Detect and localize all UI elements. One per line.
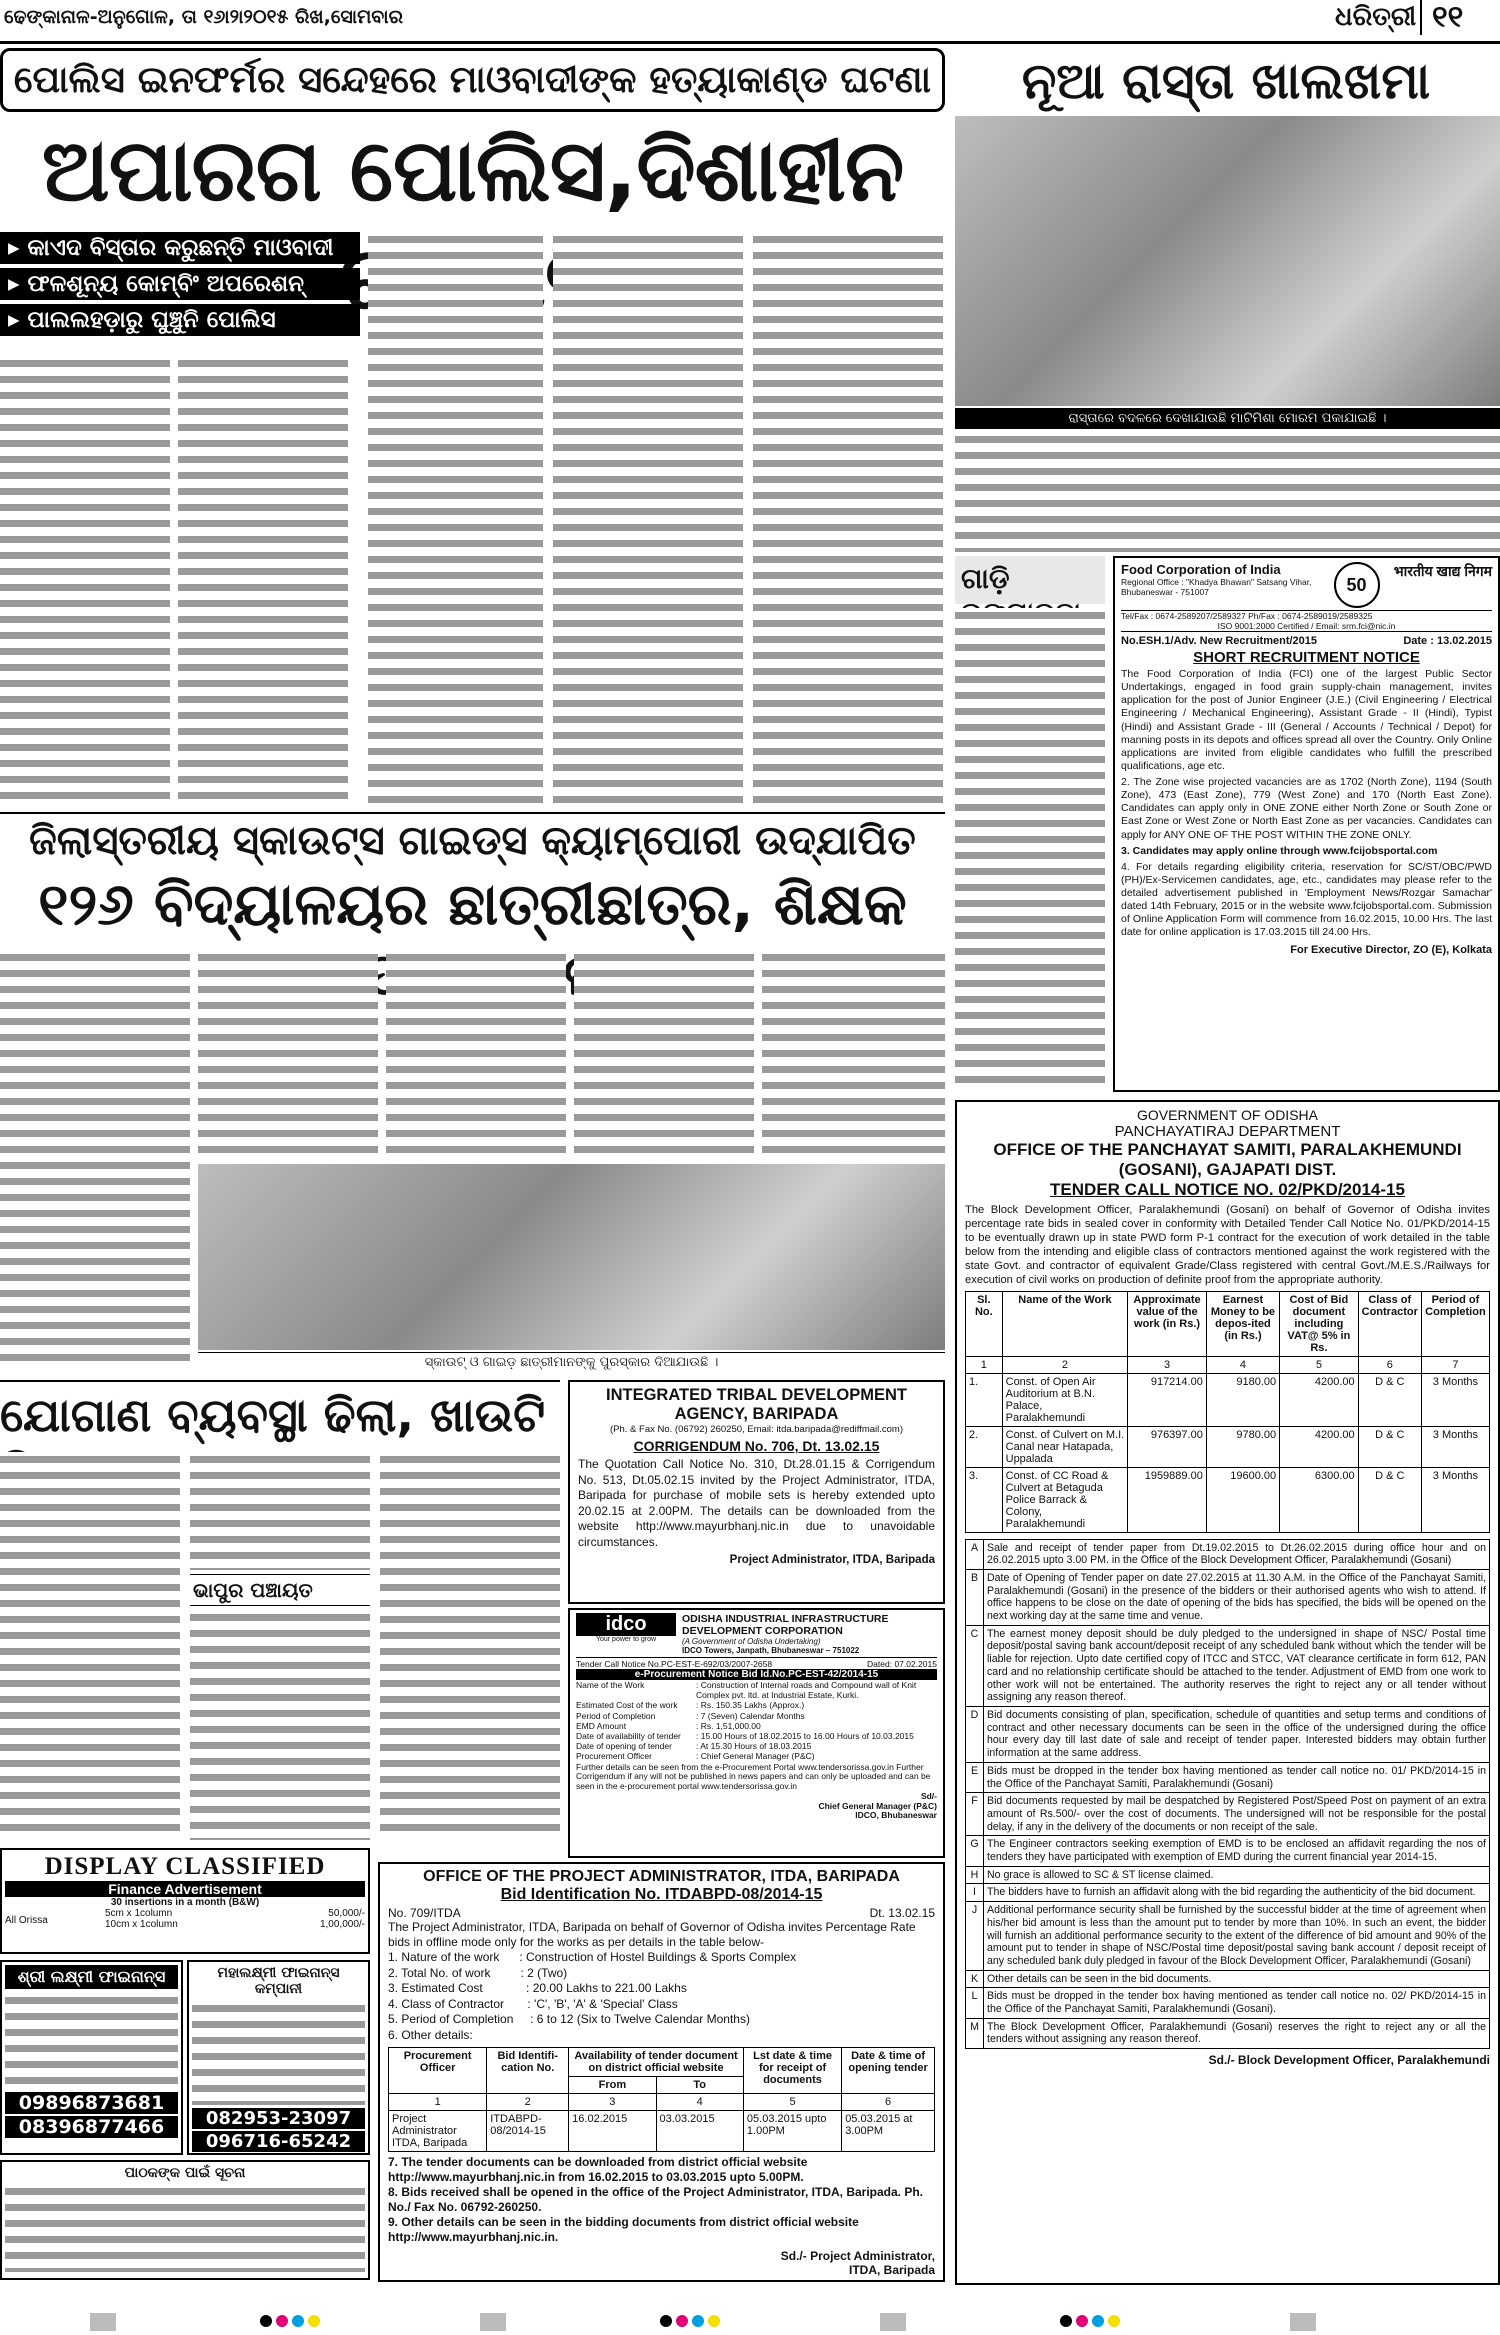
terms-row <box>966 1793 1490 1836</box>
table-cell: 3 Months <box>1421 1373 1489 1426</box>
story3-body <box>955 608 1105 1088</box>
table-cell: 4200.00 <box>1280 1426 1359 1467</box>
classified-ad-1 <box>0 1960 183 2155</box>
cmyk-dot-6 <box>676 2315 688 2327</box>
bullet-1: ▸ କାଏଦ ବିସ୍ତାର କରୁଛନ୍ତି ମାଓବାଦୀ <box>0 232 360 264</box>
table-row <box>966 1426 1490 1467</box>
idco-row <box>576 1721 937 1731</box>
table-cell: 1. <box>966 1373 1003 1426</box>
pa-row-1: ITDABPD-08/2014-15 <box>487 2110 569 2151</box>
idco-row <box>576 1680 937 1700</box>
terms-row <box>966 1902 1490 1971</box>
story4-kicker: ଜିଲାସ୍ତରୀୟ ସ୍କାଉଟ୍ସ ଗାଇଡ୍ସ କ୍ୟାମ୍ପୋରୀ ଉଦ୍ଯାପିତ <box>0 812 945 864</box>
idco-row <box>576 1711 937 1721</box>
gov-l5: TENDER CALL NOTICE NO. 02/PKD/2014-15 <box>1050 1179 1405 1199</box>
pa-bid: Bid Identification No. ITDABPD-08/2014-15 <box>500 1886 823 1903</box>
fci-title: SHORT RECRUITMENT NOTICE <box>1193 649 1420 666</box>
story2-caption: ରାସ୍ତାରେ ବଦଳରେ ଦେଖାଯାଉଛି ମାଟିମିଶା ମୋରମ ପକାଯାଇଛି । <box>955 408 1500 429</box>
reg-mark-1 <box>90 2313 116 2331</box>
fci-p1: The Food Corporation of India (FCI) one of the largest Public Sector Undertakings, engaged in food grain supply-chain management, invites application for the post of Junior Engineer (J.E.) (Civil Engineering / Electrical Engineering / Mechanical Engineering), Assistant Grade - II (Hindi), Typist (Hindi) and Assistant Grade - III (General / Accounts / Technical / Depot) for manning posts in its depots and offices spread all over the Country. Only Online applications are invited from eligible candidates who fulfill the prescribed qualifications, age etc. <box>1121 668 1492 772</box>
idco-row-key: EMD Amount <box>576 1720 627 1731</box>
terms-text: No grace is allowed to SC & ST license claimed. <box>984 1866 1490 1884</box>
idco-sign3: IDCO, Bhubaneswar <box>855 1810 937 1821</box>
pa-item: 6. Other details: <box>388 2027 473 2042</box>
pa-no: No. 709/ITDA <box>388 1906 461 1920</box>
fci-notice <box>1113 556 1500 1092</box>
ad1-phone2: 08396877466 <box>5 2116 178 2138</box>
gov-tn-2: 3 <box>1128 1356 1207 1373</box>
table-row <box>966 1467 1490 1532</box>
pa-items <box>388 1950 935 2044</box>
pa-item: 3. Estimated Cost : 20.00 Lakhs to 221.00 Lakhs <box>388 1981 687 1996</box>
pa-tn-1: 2 <box>487 2093 569 2110</box>
idco-row <box>576 1751 937 1761</box>
cmyk-dot-5 <box>660 2315 672 2327</box>
story1-kicker-text: ପୋଲିସ ଇନଫର୍ମର ସନ୍ଦେହରେ ମାଓବାଦୀଙ୍କ ହତ୍ୟାକାଣ୍ଡ ଘଟଣା <box>13 58 932 101</box>
classified-area: All Orissa <box>5 1915 48 1926</box>
gov-tn-1: 2 <box>1002 1356 1128 1373</box>
story1-body-col2 <box>178 356 348 806</box>
idco-row-value: : 15.00 Hours of 18.02.2015 to 16.00 Hours of 10.03.2015 <box>696 1730 914 1741</box>
terms-row <box>966 2018 1490 2048</box>
cmyk-dot-3 <box>292 2315 304 2327</box>
terms-row <box>966 1884 1490 1902</box>
idco-row-value: : Construction of Internal roads and Compound wall of Knit Complex pvt. ltd. at Industrial Estate, Kurki. <box>696 1680 917 1701</box>
gov-th-4: Cost of Bid document including VAT@ 5% in Rs. <box>1280 1291 1359 1356</box>
gov-th-2: Approximate value of the work (in Rs.) <box>1128 1291 1207 1356</box>
table-cell: 976397.00 <box>1128 1426 1207 1467</box>
table-cell: D & C <box>1358 1467 1421 1532</box>
terms-text: The Engineer contractors seeking exemption of EMD is to be enclosed an affidavit regarding the nos of tenders they have participated with exemption of EMD during the current financial year 2014-15. <box>984 1836 1490 1866</box>
story1-body-col5 <box>753 232 943 806</box>
idco-notice-no: Tender Call Notice No.PC-EST-E-692/03/2007-2658 <box>576 1659 773 1669</box>
classified-rate2v: 1,00,000/- <box>319 1919 365 1930</box>
terms-text: The bidders have to furnish an affidavit along with the bid regarding the authenticity of the bid document. <box>984 1884 1490 1902</box>
table-cell: Const. of CC Road & Culvert at Betaguda Police Barrack & Colony, Paralakhemundi <box>1002 1467 1128 1532</box>
story2-body <box>955 432 1500 552</box>
pa-note8: 8. Bids received shall be opened in the office of the Project Administrator, ITDA, Baripada. Ph. No./ Fax No. 06792-260250. <box>388 2184 924 2214</box>
story4-body-col3 <box>386 950 566 1160</box>
pa-dt: Dt. 13.02.15 <box>869 1906 935 1920</box>
classified-rate2: 10cm x 1column <box>105 1919 178 1930</box>
pa-row-0: Project Administrator ITDA, Baripada <box>389 2110 487 2151</box>
idco-gov: (A Government of Odisha Undertaking) <box>682 1637 821 1646</box>
gov-th-3: Earnest Money to be depos-ited (in Rs.) <box>1206 1291 1279 1356</box>
idco-name2: DEVELOPMENT CORPORATION <box>682 1625 843 1637</box>
idco-notice <box>568 1608 945 1858</box>
gov-tn-6: 7 <box>1421 1356 1489 1373</box>
terms-text: Bid documents consisting of plan, specification, schedule of quantities and setup terms and conditions of contract and other necessary documents can be seen in the office of the undersigned during the office hour every day till last date of sale and receipt of tender paper. Interested bidders may obtain further information at the same address. <box>984 1706 1490 1762</box>
pa-tn-2: 3 <box>569 2093 656 2110</box>
story4-body-col4 <box>574 950 754 1160</box>
idco-tag: Your power to grow <box>595 1636 657 1643</box>
idco-row <box>576 1731 937 1741</box>
cmyk-dot-12 <box>1108 2315 1120 2327</box>
pa-th-1: Bid Identifi-cation No. <box>487 2047 569 2093</box>
fci-date: Date : 13.02.2015 <box>1403 635 1492 647</box>
fci-ref: No.ESH.1/Adv. New Recruitment/2015 <box>1121 635 1318 647</box>
story4-caption: ସ୍କାଉଟ୍ ଓ ଗାଇଡ଼ ଛାତ୍ରୀମାନଙ୍କୁ ପୁରସ୍କାର ଦିଆଯାଉଛି । <box>198 1352 945 1370</box>
idco-bid-id: e-Procurement Notice Bid Id.No.PC-EST-42/2014-15 <box>576 1669 937 1680</box>
classified-rate1v: 50,000/- <box>328 1908 365 1919</box>
story3-headline: ଗାଡ଼ି <box>955 556 1105 604</box>
story1-bullets <box>0 232 360 350</box>
table-cell: 19600.00 <box>1206 1467 1279 1532</box>
fci-office: Regional Office : "Khadya Bhawan" Satsang Vihar, Bhubaneswar - 751007 <box>1121 577 1312 597</box>
story5-body-col1 <box>0 1452 180 1840</box>
story5-body-col2 <box>190 1452 370 1570</box>
pa-tn-4: 5 <box>743 2093 841 2110</box>
story1-headline: ଅପାରଗ ପୋଲିସ,ଦିଶାହୀନ <box>41 121 904 221</box>
terms-text: Bids must be dropped in the tender box having mentioned as tender call notice no. 01/ PKD/2014-15 in the Office of the Panchayat Samiti, Paralakhemundi (Gosani) <box>984 1762 1490 1792</box>
fci-sign: For Executive Director, ZO (E), Kolkata <box>1290 943 1492 956</box>
pa-sign2: ITDA, Baripada <box>848 2262 935 2277</box>
table-cell: Const. of Culvert on M.I. Canal near Hatapada, Uppalada <box>1002 1426 1128 1467</box>
table-cell: D & C <box>1358 1373 1421 1426</box>
terms-letter: K <box>966 1970 984 1988</box>
classified-rates <box>0 1848 370 1954</box>
terms-letter: F <box>966 1793 984 1836</box>
masthead: ଧରିତ୍ରୀ <box>1335 2 1417 32</box>
fci-p3: 3. Candidates may apply online through www.fcijobsportal.com <box>1121 844 1438 857</box>
scouts-photo <box>198 1164 945 1350</box>
idco-sign2: Chief General Manager (P&C) <box>818 1800 937 1811</box>
classified-rate-head: 30 insertions in a month (B&W) <box>110 1897 260 1908</box>
idco-row-value: : Chief General Manager (P&C) <box>696 1751 815 1762</box>
pa-itda-tender <box>378 1862 945 2282</box>
terms-row <box>966 1988 1490 2018</box>
terms-text: The earnest money deposit should be duly pledged to the undersigned in shape of NSC/ Postal time deposit/postal saving bank account/deposit receipt of any scheduled bank without which the tender will be liable for rejection. Upto date certified copy of ITCC and STCC, VAT clearance certificate in form 612, PAN card and no relationship certificate should be attached to the tender. Adjustment of EMD from one work to other work will not be entertained. The authority reserves the right to reject any or all tender without assigning any reason thereof. <box>984 1625 1490 1706</box>
story5-headline: ଯୋଗାଣ ବ୍ୟବସ୍ଥା ଢିଲା, ଖାଉଟି <box>0 1380 560 1500</box>
terms-row <box>966 1569 1490 1625</box>
cmyk-dot-8 <box>708 2315 720 2327</box>
pa-th-0: Procurement Officer <box>389 2047 487 2093</box>
itda-title: INTEGRATED TRIBAL DEVELOPMENT AGENCY, BARIPADA <box>606 1386 907 1423</box>
pa-note9: 9. Other details can be seen in the bidding documents from district official website http://www.mayurbhanj.nic.in. <box>388 2214 859 2244</box>
story4-body-col1 <box>0 950 190 1370</box>
table-cell: 917214.00 <box>1128 1373 1207 1426</box>
gov-th-0: Sl. No. <box>966 1291 1003 1356</box>
pa-tn-0: 1 <box>389 2093 487 2110</box>
terms-letter: L <box>966 1988 984 2018</box>
reader-notice <box>0 2160 370 2280</box>
idco-name1: ODISHA INDUSTRIAL INFRASTRUCTURE <box>682 1613 889 1625</box>
table-cell: 3 Months <box>1421 1467 1489 1532</box>
pa-row-4: 05.03.2015 upto 1.00PM <box>743 2110 841 2151</box>
idco-row-key: Date of availability of tender <box>576 1730 681 1741</box>
ad1-body <box>5 1993 178 2089</box>
classified-sub: Finance Advertisement <box>5 1881 365 1897</box>
cmyk-dot-11 <box>1092 2315 1104 2327</box>
terms-row <box>966 1970 1490 1988</box>
table-cell: 9780.00 <box>1206 1426 1279 1467</box>
header-rule <box>0 41 1500 44</box>
idco-row <box>576 1741 937 1751</box>
story4-body-col5 <box>762 950 945 1160</box>
reader-notice-body <box>5 2184 365 2272</box>
terms-row <box>966 1706 1490 1762</box>
page-number: ୧୧ <box>1420 0 1463 35</box>
story5-sub: ଭାପୁର ପଞ୍ଚାୟତ <box>190 1574 370 1606</box>
terms-letter: J <box>966 1902 984 1971</box>
terms-letter: E <box>966 1762 984 1792</box>
gov-tn-4: 5 <box>1280 1356 1359 1373</box>
pa-item: 2. Total No. of work : 2 (Two) <box>388 1965 568 1980</box>
pa-th-4: To <box>656 2076 743 2093</box>
pa-item: 4. Class of Contractor : 'C', 'B', 'A' & 'Special' Class <box>388 1996 678 2011</box>
gov-l3: OFFICE OF THE PANCHAYAT SAMITI, PARALAKHEMUNDI <box>993 1140 1462 1159</box>
cmyk-dot-2 <box>276 2315 288 2327</box>
story1-body-col4 <box>553 232 743 806</box>
idco-row-value: : 7 (Seven) Calendar Months <box>696 1710 805 1721</box>
table-cell: Const. of Open Air Auditorium at B.N. Palace, Paralakhemundi <box>1002 1373 1128 1426</box>
gov-th-6: Period of Completion <box>1421 1291 1489 1356</box>
fci-p2: 2. The Zone wise projected vacancies are as 1702 (North Zone), 1194 (South Zone), 473 (East Zone), 779 (West Zone) and 170 (North East Zone). Candidates can apply only in ONE ZONE either North Zone or South Zone or East Zone or West Zone or North East Zone as per vacancies. Candidates can apply for ANY ONE OF THE POST WITHIN THE ZONE ONLY. <box>1121 776 1492 841</box>
terms-letter: H <box>966 1866 984 1884</box>
idco-row-key: Procurement Officer <box>576 1751 652 1762</box>
reg-mark-3 <box>880 2313 906 2331</box>
gov-l2: PANCHAYATIRAJ DEPARTMENT <box>1114 1123 1341 1140</box>
terms-text: Date of Opening of Tender paper on date 27.02.2015 at 11.30 A.M. in the Office of the Panchayat Samiti, Paralakhemundi (Gosani) in the presence of the bidders or their authorised agents who wish to attend. If office happens to be close on the date of opening of the bids has specified, the bids will be opened on the next working day at the same time and venue. <box>984 1569 1490 1625</box>
terms-text: Other details can be seen in the bid documents. <box>984 1970 1490 1988</box>
gov-l1: GOVERNMENT OF ODISHA <box>1137 1107 1318 1123</box>
gov-terms-table <box>965 1539 1490 2050</box>
gov-intro: The Block Development Officer, Paralakhemundi (Gosani) on behalf of Governor of Odisha invites percentage rate bids in sealed cover in conformity with Detailed Tender Call Notice No. 01/PKD/2014-15 to be eventually drawn up in state PWD form P-1 contract for the execution of work detailed in the table below from the intending and eligible class of contractors mentioned against the work registered with the state Govt. and contractor of equivalent Grade/Class registered with central Govt./M.E.S./Railways for execution of civil works on production of definite proof from the appropriate authority. <box>965 1203 1490 1286</box>
terms-letter: I <box>966 1884 984 1902</box>
pa-row-2: 16.02.2015 <box>569 2110 656 2151</box>
pa-th-6: Date & time of opening tender <box>842 2047 935 2093</box>
ad2-title: ମହାଲକ୍ଷ୍ମୀ ଫାଇନାନ୍ସ କମ୍ପାନୀ <box>217 1965 340 1997</box>
itda-corrigendum <box>568 1380 945 1604</box>
pa-tn-3: 4 <box>656 2093 743 2110</box>
idco-logo-text: idco <box>576 1613 676 1636</box>
cmyk-dot-4 <box>308 2315 320 2327</box>
gov-tn-3: 4 <box>1206 1356 1279 1373</box>
terms-row <box>966 1836 1490 1866</box>
fci-hindi: भारतीय खाद्य निगम <box>1393 563 1492 579</box>
bullet-2: ▸ ଫଳଶୂନ୍ୟ କୋମ୍ବିଂ ଅପରେଶନ୍ <box>0 268 360 300</box>
gov-tn-0: 1 <box>966 1356 1003 1373</box>
reader-notice-title: ପାଠକଙ୍କ ପାଇଁ ସୂଚନା <box>124 2165 246 2181</box>
fci-iso: ISO 9001:2000 Certified / Email: srm.fci@nic.in <box>1121 621 1492 632</box>
gov-works-table <box>965 1291 1490 1533</box>
pa-note7: 7. The tender documents can be downloaded from district official website http://www.mayurbhanj.nic.in from 16.02.2015 to 03.03.2015 upto 5.00PM. <box>388 2154 808 2184</box>
pa-intro: The Project Administrator, ITDA, Baripada on behalf of Governor of Odisha invites Percentage Rate bids in offline mode only for the works as per details in the table below- <box>388 1920 916 1949</box>
story1-kicker <box>0 48 945 112</box>
idco-logo <box>576 1613 676 1655</box>
cmyk-dot-9 <box>1060 2315 1072 2327</box>
terms-row <box>966 1539 1490 1569</box>
table-cell: D & C <box>1358 1426 1421 1467</box>
idco-row-key: Date of opening of tender <box>576 1741 672 1752</box>
reg-mark-2 <box>480 2313 506 2331</box>
road-photo <box>955 116 1500 406</box>
idco-row-key: Estimated Cost of the work <box>576 1700 678 1711</box>
pa-th-2: Availability of tender document on district official website <box>569 2047 744 2076</box>
itda-body: The Quotation Call Notice No. 310, Dt.28.01.15 & Corrigendum No. 513, Dt.05.02.15 invited by the Project Administrator, ITDA, Baripada for purchase of mobile sets is hereby extended upto 20.02.15 at 2.00PM. The details can be downloaded from the website http://www.mayurbhanj.nic.in due to unavoidable circumstances. <box>578 1456 935 1549</box>
terms-text: Additional performance security shall be furnished by the successful bidder at the time of agreement when his/her bid amount is less than the amount put to tender by more than 10%. In such an event, the bidder will furnish an additional performance security to the extent of the difference of bid amount and 90% of the amount put to tender in shape of NSC/Postal time deposit/postal saving bank account / deposit receipt of any scheduled bank duly pledged in favour of the Block Development Officer, Paralakhemundi (Gosani) <box>984 1902 1490 1971</box>
pa-item: 1. Nature of the work : Construction of Hostel Buildings & Sports Complex <box>388 1950 797 1964</box>
cmyk-dot-10 <box>1076 2315 1088 2327</box>
gov-th-1: Name of the Work <box>1002 1291 1128 1356</box>
story4-body-col2 <box>198 950 378 1160</box>
table-cell: 6300.00 <box>1280 1467 1359 1532</box>
pa-title: OFFICE OF THE PROJECT ADMINISTRATOR, ITDA, BARIPADA <box>423 1868 900 1885</box>
terms-text: Sale and receipt of tender paper from Dt.19.02.2015 to Dt.26.02.2015 during office hour and on 26.02.2015 upto 3.00 PM. in the Office of the Block Development Officer, Paralakhemundi (Gosani) <box>984 1539 1490 1569</box>
page-header <box>0 0 1500 40</box>
idco-further: Further details can be seen from the e-Procurement Portal www.tendersorissa.gov.in Further Corrigendum if any will not be published in news papers and can only be uploaded and can be seen in the e-procurement portal www.tendersorissa.gov.in <box>576 1761 931 1792</box>
pa-item: 5. Period of Completion : 6 to 12 (Six to Twelve Calendar Months) <box>388 2012 750 2027</box>
classified-title: DISPLAY CLASSIFIED <box>44 1853 326 1880</box>
fci-logo-icon: 50 <box>1334 562 1380 608</box>
idco-row-value: : Rs. 150.35 Lakhs (Approx.) <box>696 1700 805 1711</box>
story4-headline: ୧୨୬ ବିଦ୍ୟାଳୟର ଛାତ୍ରୀଛାତ୍ର, ଶିକ୍ଷକ <box>38 870 907 938</box>
idco-rows <box>576 1680 937 1762</box>
terms-letter: G <box>966 1836 984 1866</box>
classified-ad-2 <box>187 1960 370 2155</box>
idco-row-value: : At 15.30 Hours of 18.03.2015 <box>696 1741 812 1752</box>
tender-notice <box>955 1100 1500 2285</box>
fci-tel: Tel/Fax : 0674-2589207/2589327 Ph/Fax : 0674-2589019/2589325 <box>1121 610 1492 621</box>
idco-row-key: Name of the Work <box>576 1680 645 1690</box>
cmyk-dot-1 <box>260 2315 272 2327</box>
terms-letter: B <box>966 1569 984 1625</box>
table-cell: 2. <box>966 1426 1003 1467</box>
terms-text: The Block Development Officer, Paralakhemundi (Gosani) reserves the right to reject any or all the tenders without assigning any reason thereof. <box>984 2018 1490 2048</box>
terms-text: Bid documents requested by mail be despatched by Registered Post/Speed Post on payment of an extra amount of Rs.500/- over the cost of documents. The undersigned will not be responsible for the postal delay, if any in the delivery of the documents or non receipt of the sale. <box>984 1793 1490 1836</box>
table-cell: 9180.00 <box>1206 1373 1279 1426</box>
ad1-title: ଶ୍ରୀ ଲକ୍ଷ୍ମୀ ଫାଇନାନ୍ସ <box>5 1965 178 1989</box>
story1-body-col1 <box>0 356 170 806</box>
classified-rate1: 5cm x 1column <box>105 1908 173 1919</box>
pa-row-5: 05.03.2015 at 3.00PM <box>842 2110 935 2151</box>
itda-sign: Project Administrator, ITDA, Baripada <box>729 1553 935 1566</box>
table-cell: 3. <box>966 1467 1003 1532</box>
ad2-phone2: 096716-65242 <box>192 2131 365 2152</box>
pa-sign1: Sd./- Project Administrator, <box>780 2248 935 2263</box>
header-date: ଢେଙ୍କାନାଳ-ଅନୁଗୋଳ, ତା ୧୬ା୨ା୨୦୧୫ ରିଖ,ସୋମବାର <box>4 6 403 28</box>
gov-sign: Sd./- Block Development Officer, Paralakhemundi <box>1208 2053 1490 2068</box>
terms-letter: M <box>966 2018 984 2048</box>
bullet-3: ▸ ପାଲଲହଡ଼ାରୁ ଘୁଞ୍ଚୁନି ପୋଲିସ <box>0 304 360 336</box>
idco-row-value: : Rs. 1,51,000.00 <box>696 1720 761 1731</box>
ad1-phone1: 09896873681 <box>5 2092 178 2114</box>
table-row <box>966 1373 1490 1426</box>
pa-th-5: Lst date & time for receipt of documents <box>743 2047 841 2093</box>
terms-letter: C <box>966 1625 984 1706</box>
itda-contact: (Ph. & Fax No. (06792) 260250, Email: itda.baripada@rediffmail.com) <box>609 1423 904 1435</box>
terms-letter: A <box>966 1539 984 1569</box>
story2-headline: ନୂଆ ରାସ୍ତା ଖାଲଖମା <box>1021 52 1431 110</box>
idco-addr: IDCO Towers, Janpath, Bhubaneswar – 751022 <box>682 1646 860 1655</box>
registration-bar <box>0 2295 1500 2335</box>
table-cell: 3 Months <box>1421 1426 1489 1467</box>
idco-dated: Dated: 07.02.2015 <box>867 1659 937 1669</box>
fci-p4: 4. For details regarding eligibility criteria, reservation for SC/ST/OBC/PWD (PH)/Ex-Servicemen candidates, age, etc., candidates may please refer to the detailed advertisement published in 'Employment News/Rozgar Samachar' dated 14th February, 2015 or in the website www.fcijobsportal.com. Submission of Online Application Form will commence from 16.02.2015, 10.00 Hrs. The last date for online application is 17.03.2015 till 24.00 Hrs. <box>1121 860 1492 939</box>
story5-body-col3 <box>190 1610 370 1840</box>
reg-mark-4 <box>1290 2313 1316 2331</box>
idco-row-key: Period of Completion <box>576 1710 656 1721</box>
terms-letter: D <box>966 1706 984 1762</box>
gov-th-5: Class of Contractor <box>1358 1291 1421 1356</box>
terms-row <box>966 1762 1490 1792</box>
terms-row <box>966 1866 1490 1884</box>
itda-corr: CORRIGENDUM No. 706, Dt. 13.02.15 <box>633 1437 880 1454</box>
table-cell: 4200.00 <box>1280 1373 1359 1426</box>
ad2-phone1: 082953-23097 <box>192 2108 365 2129</box>
terms-row <box>966 1625 1490 1706</box>
story5-body-col4 <box>380 1452 560 1840</box>
cmyk-dot-7 <box>692 2315 704 2327</box>
idco-sign1: Sd/- <box>920 1790 937 1801</box>
pa-table <box>388 2047 935 2152</box>
terms-text: Bids must be dropped in the tender box having mentioned as tender call notice no. 02/ PKD/2014-15 in the Office of the Panchayat Samiti, Paralakhemundi (Gosani). <box>984 1988 1490 2018</box>
pa-th-3: From <box>569 2076 656 2093</box>
story1-body-col3 <box>368 232 543 806</box>
fci-name: Food Corporation of India <box>1121 562 1281 577</box>
table-cell: 1959889.00 <box>1128 1467 1207 1532</box>
gov-l4: (GOSANI), GAJAPATI DIST. <box>1118 1159 1337 1179</box>
pa-row-3: 03.03.2015 <box>656 2110 743 2151</box>
pa-tn-5: 6 <box>842 2093 935 2110</box>
ad2-body <box>192 2001 365 2105</box>
idco-row <box>576 1700 937 1710</box>
gov-tn-5: 6 <box>1358 1356 1421 1373</box>
